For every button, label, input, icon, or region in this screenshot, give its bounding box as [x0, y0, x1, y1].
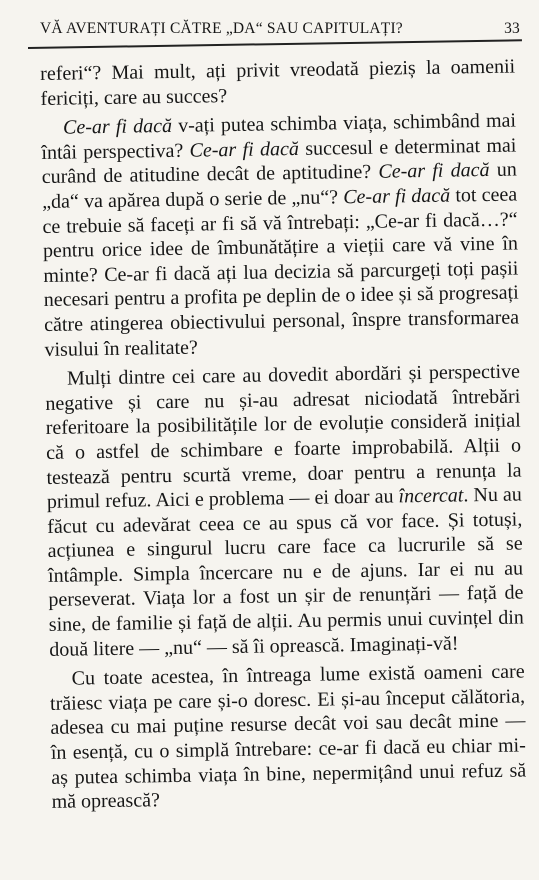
text-segment: Cu toate acestea, în întreaga lume există oameni care trăiesc viața pe care și-o doresc. Ei și-au început călătoria, adesea cu mai puține resurse decât voi sau decât mine — în esență, cu o simplă întrebare: ce-ar fi dacă eu chiar mi-aș putea schimba viața în bine, nepermițând unui refuz să mă oprească?: [49, 660, 527, 814]
paragraph: [50, 660, 527, 815]
italic-segment: Ce-ar fi dacă: [189, 137, 300, 162]
text-segment: referi“? Mai mult, ați privit vreodată pieziș la oamenii fericiți, care au succes?: [40, 55, 516, 110]
body-text: [40, 55, 527, 820]
paragraph: [40, 55, 516, 112]
running-title: VĂ AVENTURAȚI CĂTRE „DA“ SAU CAPITULAȚI?: [40, 20, 403, 37]
page-number: 33: [504, 20, 520, 37]
italic-segment: încercat: [398, 484, 464, 508]
italic-segment: Ce-ar fi dacă: [378, 159, 490, 184]
page-header: [40, 20, 520, 38]
paragraph: [41, 109, 520, 362]
text-segment: v-ați putea schimba viața, schimbând mai întâi perspectiva?: [41, 109, 517, 164]
text-segment: tot ceea ce trebuie să faceți ar fi să vă întrebați: „Ce-ar fi dacă…?“ pentru orice idee de îmbunătățire a vieții care vă vine în minte? Ce-ar fi dacă ați lua decizia să parcurgeți toți pașii necesari pentru a profita pe deplin de o idee și să progresați către atingerea obiectivului personal, înspre transformarea visului în realitate?: [42, 183, 520, 361]
text-segment: Mulți dintre cei care au dovedit abordări și perspective negative și care nu și-au adresat niciodată întrebări referitoare la posibilitățile lor de evoluție consideră inițial că o astfel de schimbare e foarte improbabilă. Alții o testează pentru scurtă vreme, doar pentru a renunța la primul refuz. Aici e problema — ei doar au: [45, 360, 522, 514]
text-segment: . Nu au făcut cu adevărat ceea ce au spus că vor face. Și totuși, acțiunea e singurul lucru care face ca lucrurile să se întâmple. Simpla încercare nu e de ajuns. Iar ei nu au perseverat. Viața lor a fost un șir de renunțări — față de sine, de familie și față de alții. Au permis unui cuvințel din două litere — „nu“ — să îi oprească. Imaginați-vă!: [47, 483, 524, 661]
italic-segment: Ce-ar fi dacă: [343, 184, 451, 209]
text-segment: succesul e determinat mai curând de atitudine decât de aptitudine?: [41, 134, 517, 189]
italic-segment: Ce-ar fi dacă: [62, 115, 173, 139]
header-rule: [28, 39, 522, 48]
paragraph: [45, 360, 525, 663]
text-segment: un „da“ va apărea după o serie de „nu“?: [42, 158, 517, 213]
